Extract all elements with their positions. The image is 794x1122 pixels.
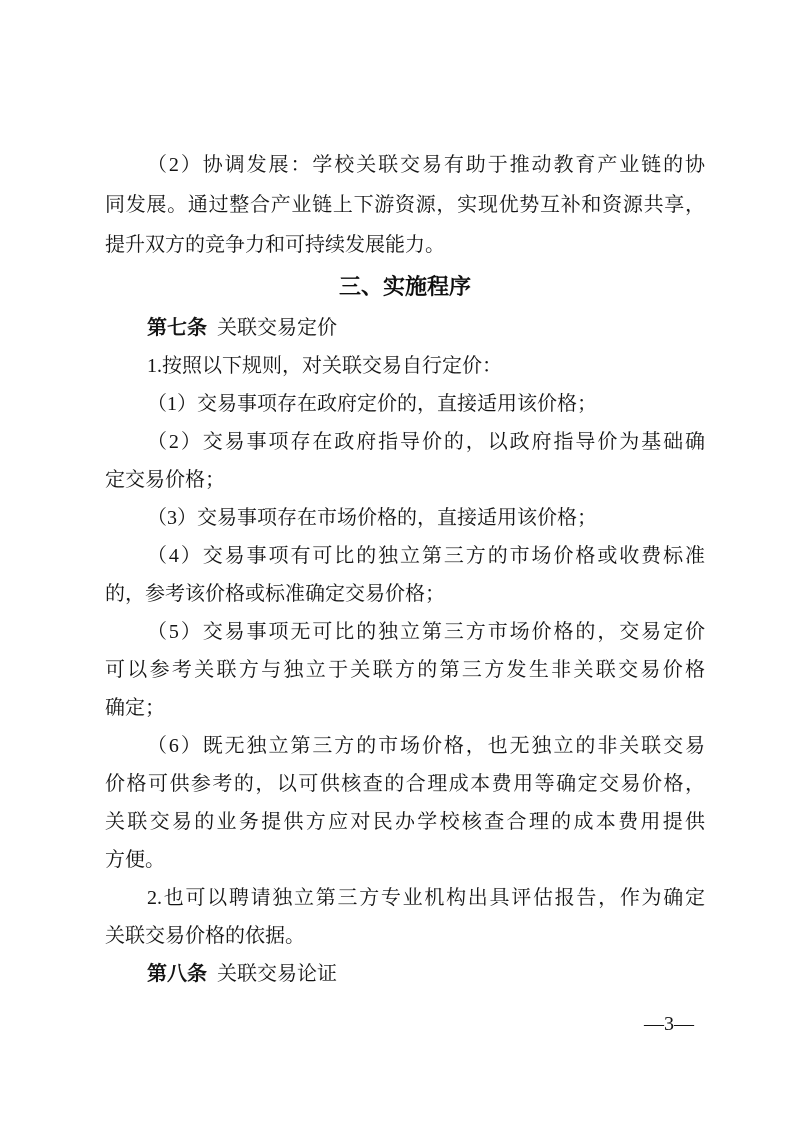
text-line: 提升双方的竞争力和可持续发展能力。 bbox=[105, 234, 445, 256]
article-heading bbox=[105, 955, 705, 993]
text-line: 确定； bbox=[105, 697, 165, 719]
section-heading: 三、实施程序 bbox=[338, 274, 471, 299]
document-body bbox=[105, 145, 705, 993]
article-heading bbox=[105, 309, 705, 347]
text-line: （6）既无独立第三方的市场价格，也无独立的非关联交易 bbox=[147, 735, 705, 757]
article-title: 关联交易论证 bbox=[217, 963, 337, 985]
page-number: —3— bbox=[644, 1013, 694, 1035]
article-number: 第七条 bbox=[147, 317, 207, 339]
text-line: 关联交易的业务提供方应对民办学校核查合理的成本费用提供 bbox=[105, 811, 705, 833]
text-line: 定交易价格； bbox=[105, 469, 225, 491]
article-number: 第八条 bbox=[147, 963, 207, 985]
text-line: 方便。 bbox=[105, 849, 165, 871]
text-line: 的，参考该价格或标准确定交易价格； bbox=[105, 583, 445, 605]
text-line: 1.按照以下规则，对关联交易自行定价： bbox=[147, 355, 502, 377]
text-line: 可以参考关联方与独立于关联方的第三方发生非关联交易价格 bbox=[105, 659, 705, 681]
text-line: 价格可供参考的，以可供核查的合理成本费用等确定交易价格， bbox=[105, 773, 705, 795]
text-line: 关联交易价格的依据。 bbox=[105, 925, 305, 947]
text-line: （2）交易事项存在政府指导价的，以政府指导价为基础确 bbox=[147, 431, 705, 453]
article-title: 关联交易定价 bbox=[217, 317, 337, 339]
text-line: 2.也可以聘请独立第三方专业机构出具评估报告，作为确定 bbox=[147, 887, 705, 909]
text-line: （5）交易事项无可比的独立第三方市场价格的，交易定价 bbox=[147, 621, 705, 643]
text-line: （2）协调发展：学校关联交易有助于推动教育产业链的协 bbox=[147, 154, 705, 176]
text-line: 同发展。通过整合产业链上下游资源，实现优势互补和资源共享， bbox=[105, 194, 705, 216]
text-line: （4）交易事项有可比的独立第三方的市场价格或收费标准 bbox=[147, 545, 705, 567]
text-line: （1）交易事项存在政府定价的，直接适用该价格； bbox=[147, 393, 597, 415]
text-line: （3）交易事项存在市场价格的，直接适用该价格； bbox=[147, 507, 597, 529]
